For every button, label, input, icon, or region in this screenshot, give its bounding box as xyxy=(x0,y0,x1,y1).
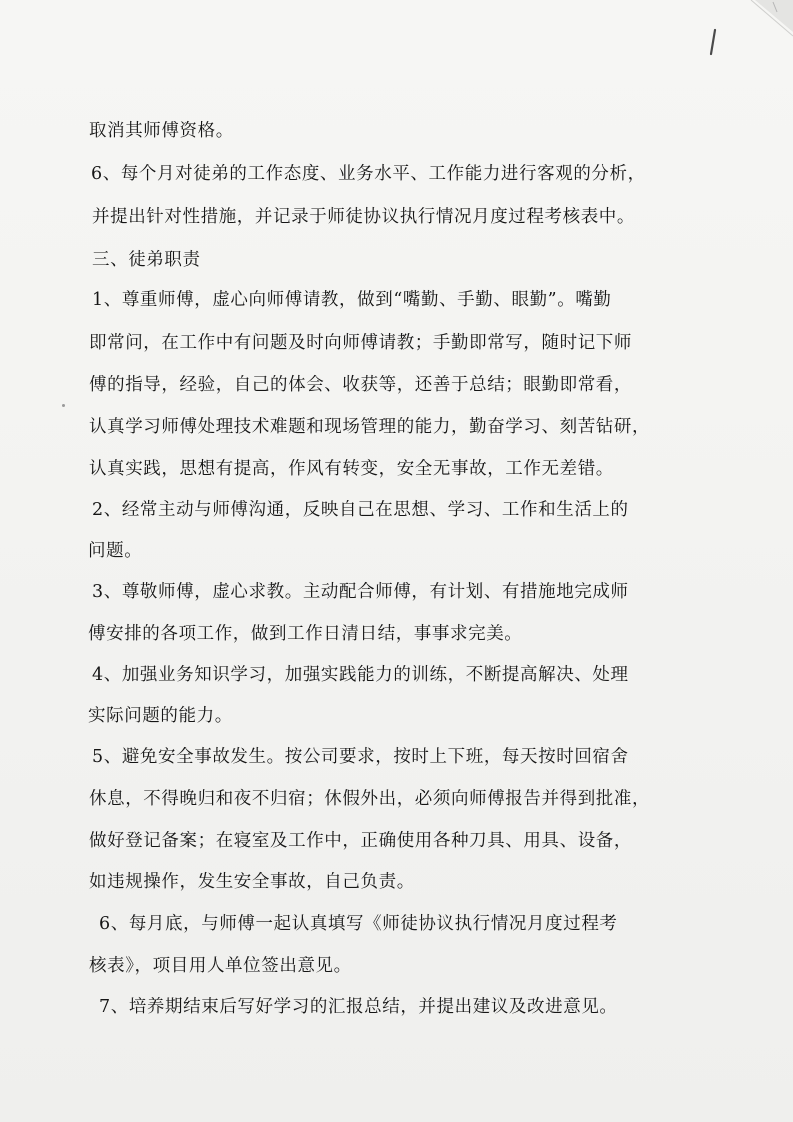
text-line: 取消其师傅资格。 xyxy=(89,121,234,141)
text-line: 1、尊重师傅，虚心向师傅请教，做到“嘴勤、手勤、眼勤”。嘴勤 xyxy=(92,290,612,310)
text-line: 傅安排的各项工作，做到工作日清日结，事事求完美。 xyxy=(88,624,523,644)
text-line: 认真实践，思想有提高，作风有转变，安全无事故，工作无差错。 xyxy=(89,459,614,479)
text-line: 实际问题的能力。 xyxy=(88,706,233,726)
text-line: 4、加强业务知识学习，加强实践能力的训练，不断提高解决、处理 xyxy=(92,665,629,685)
scan-speck xyxy=(62,404,65,407)
text-line: 做好登记备案；在寝室及工作中，正确使用各种刀具、用具、设备， xyxy=(89,831,632,851)
text-line: 2、经常主动与师傅沟通，反映自己在思想、学习、工作和生活上的 xyxy=(92,500,629,520)
text-line: 6、每月底，与师傅一起认真填写《师徒协议执行情况月度过程考 xyxy=(99,914,618,934)
section-heading: 三、徒弟职责 xyxy=(92,250,201,270)
text-line: 傅的指导，经验，自己的体会、收获等，还善于总结；眼勤即常看， xyxy=(89,375,632,395)
text-line: 7、培养期结束后写好学习的汇报总结，并提出建议及改进意见。 xyxy=(99,997,618,1017)
pen-stroke-mark xyxy=(702,28,722,58)
text-line: 3、尊敬师傅，虚心求教。主动配合师傅，有计划、有措施地完成师 xyxy=(92,582,629,602)
text-line: 问题。 xyxy=(88,541,143,561)
text-line: 如违规操作，发生安全事故，自己负责。 xyxy=(89,872,415,892)
text-line: 核表》，项目用人单位签出意见。 xyxy=(89,956,352,976)
text-line: 5、避免安全事故发生。按公司要求，按时上下班，每天按时回宿舍 xyxy=(92,747,629,767)
text-line: 认真学习师傅处理技术难题和现场管理的能力，勤奋学习、刻苦钻研， xyxy=(89,417,651,437)
text-line: 并提出针对性措施，并记录于师徒协议执行情况月度过程考核表中。 xyxy=(92,207,635,227)
text-line: 休息，不得晚归和夜不归宿；休假外出，必须向师傅报告并得到批准， xyxy=(89,789,651,809)
text-line: 6、每个月对徒弟的工作态度、业务水平、工作能力进行客观的分析， xyxy=(91,164,646,184)
text-line: 即常问，在工作中有问题及时向师傅请教；手勤即常写，随时记下师 xyxy=(89,333,632,353)
